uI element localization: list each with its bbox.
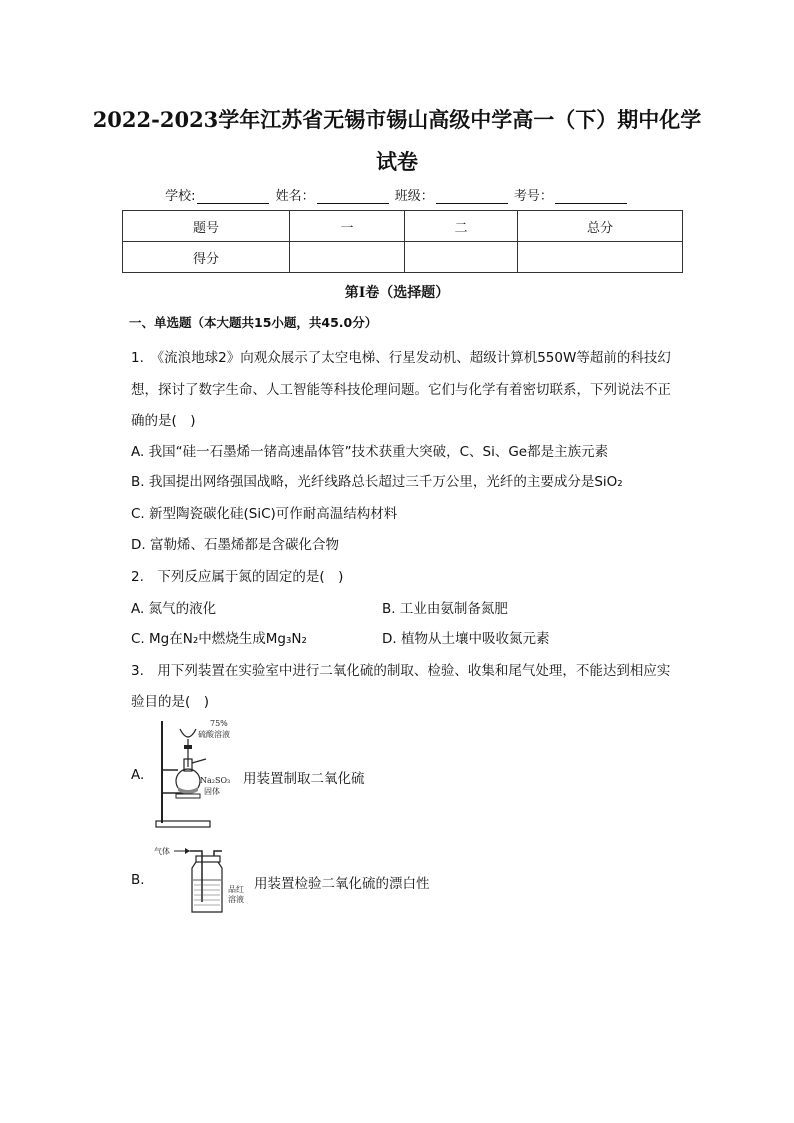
fig-a-acid-percent: 75%	[210, 719, 228, 728]
question-2-stem: 2. 下列反应属于氮的固定的是( )	[131, 569, 344, 585]
question-1-option-c[interactable]: C. 新型陶瓷碳化硅(SiC)可作耐高温结构材料	[131, 506, 398, 522]
student-info-row	[0, 185, 794, 204]
score-table	[122, 210, 683, 273]
name-label: 姓名：	[275, 189, 315, 204]
fig-b-solution-label-1: 品红	[228, 885, 244, 894]
question-1-option-d[interactable]: D. 富勒烯、石墨烯都是含碳化合物	[131, 537, 339, 553]
score-table-header-row	[123, 211, 683, 242]
question-3-option-a-label[interactable]: A.	[131, 767, 145, 783]
section-title: 第I卷（选择题）	[344, 285, 450, 301]
question-2-option-c[interactable]: C. Mg在N₂中燃烧生成Mg₃N₂	[131, 631, 307, 647]
question-3-stem-line1: 3. 用下列装置在实验室中进行二氧化硫的制取、检验、收集和尾气处理，不能达到相应实	[131, 663, 671, 679]
exam-title-line2: 试卷	[376, 149, 418, 174]
question-1-stem-line2: 想，探讨了数字生命、人工智能等科技伦理问题。它们与化学有着密切联系，下列说法不正	[131, 382, 671, 398]
number-field[interactable]	[555, 189, 627, 204]
school-label: 学校:	[165, 189, 196, 204]
question-2-option-a[interactable]: A. 氮气的液化	[131, 601, 217, 617]
school-field[interactable]	[197, 189, 269, 204]
score-header-cell: 题号	[123, 211, 290, 242]
fig-a-acid-name: 硫酸溶液	[198, 730, 230, 739]
question-3-stem-line2: 验目的是( )	[131, 694, 210, 710]
fig-b-solution-label-2: 溶液	[228, 895, 244, 904]
fig-a-solid-formula: Na₂SO₃	[200, 776, 231, 785]
question-3-option-a-text[interactable]: 用装置制取二氧化硫	[243, 771, 365, 787]
exam-title-line1: 2022-2023学年江苏省无锡市锡山高级中学高一（下）期中化学	[92, 107, 702, 132]
class-field[interactable]	[436, 189, 508, 204]
question-3-option-b-text[interactable]: 用装置检验二氧化硫的漂白性	[254, 876, 430, 892]
part-heading: 一、单选题（本大题共15小题，共45.0分）	[129, 315, 378, 330]
score-cell[interactable]	[518, 242, 683, 273]
fig-b-gas-label: 气体	[154, 847, 170, 856]
question-1-stem-line3: 确的是( )	[131, 413, 196, 429]
question-1-option-a[interactable]: A. 我国“硅一石墨烯一锗高速晶体管”技术获重大突破，C、Si、Ge都是主族元素	[131, 444, 609, 460]
score-header-cell: 二	[405, 211, 518, 242]
question-2-option-d[interactable]: D. 植物从土壤中吸收氮元素	[382, 631, 550, 647]
score-table-score-row	[123, 242, 683, 273]
question-1-stem-line1: 1. 《流浪地球2》向观众展示了太空电梯、行星发动机、超级计算机550W等超前的科技幻	[131, 350, 671, 366]
score-header-cell: 总分	[518, 211, 683, 242]
name-field[interactable]	[317, 189, 389, 204]
number-label: 考号：	[513, 189, 553, 204]
class-label: 班级：	[394, 189, 434, 204]
score-cell[interactable]	[290, 242, 405, 273]
question-2-option-b[interactable]: B. 工业由氨制备氮肥	[382, 601, 508, 617]
question-3-option-b-label[interactable]: B.	[131, 872, 145, 888]
so2-bleaching-test-apparatus-figure	[150, 840, 252, 918]
score-row-label: 得分	[123, 242, 290, 273]
score-header-cell: 一	[290, 211, 405, 242]
question-1-option-b[interactable]: B. 我国提出网络强国战略，光纤线路总长超过三千万公里，光纤的主要成分是SiO₂	[131, 474, 623, 490]
score-cell[interactable]	[405, 242, 518, 273]
so2-generation-apparatus-figure	[150, 715, 242, 831]
fig-a-solid-state: 固体	[204, 787, 220, 796]
